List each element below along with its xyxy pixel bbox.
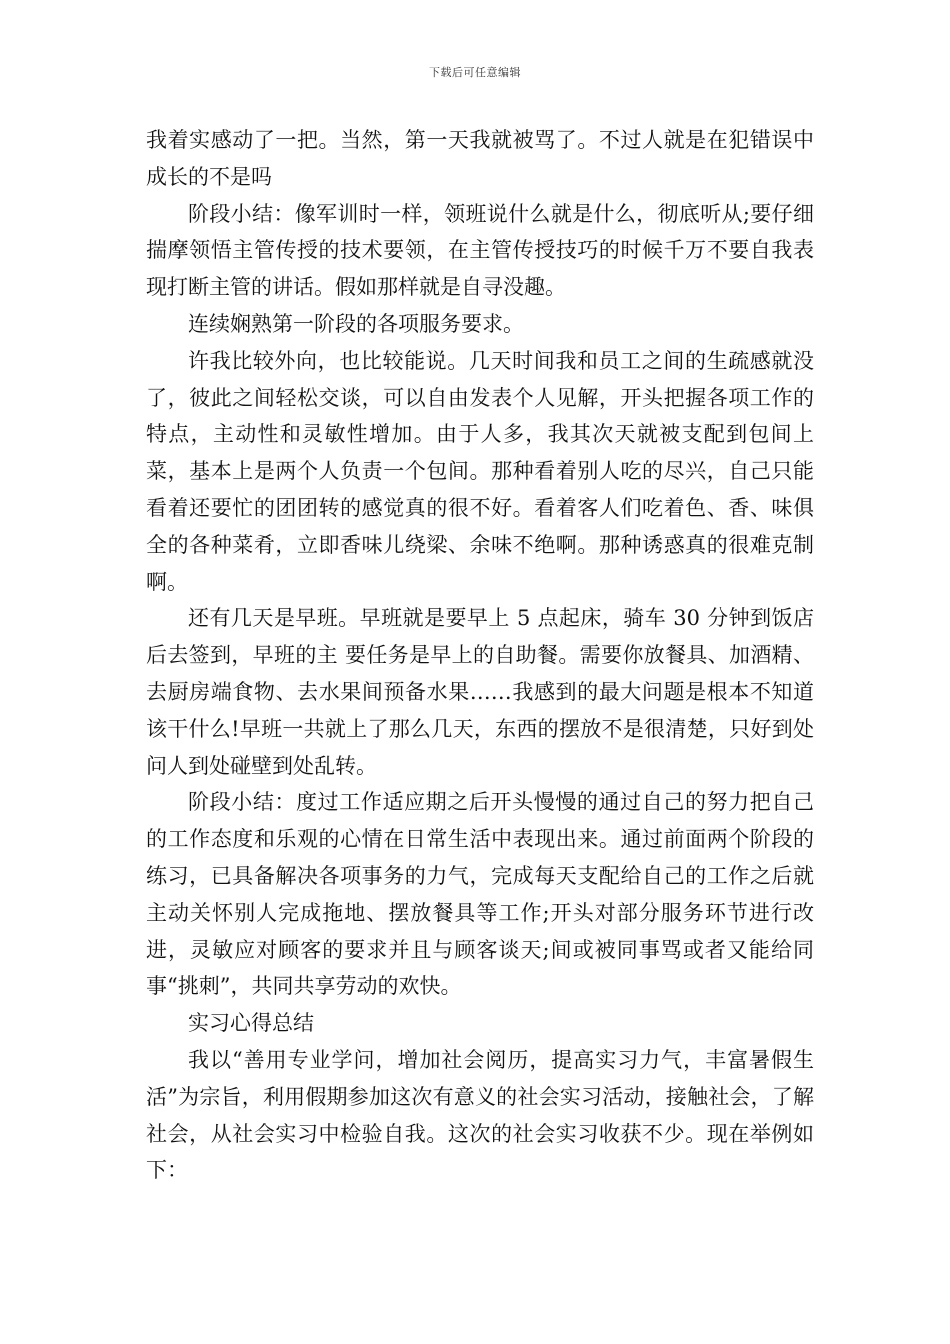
section-heading: 实习心得总结 [188,1011,314,1036]
header-note: 下载后可任意编辑 [429,66,521,79]
document-body [146,122,814,1189]
paragraph: 我着实感动了一把。当然，第一天我就被骂了。不过人就是在犯错误中成长的不是吗 [146,128,814,189]
paragraph: 还有几天是早班。早班就是要早上 5 点起床，骑车 30 分钟到饭店后去签到，早班的主 要任务是早上的自助餐。需要你放餐具、加酒精、去厨房端食物、去水果间预备水果……我感到的最大问题是根本不知道该干什么!早班一共就上了那么几天，东西的摆放不是很清楚，只好到处问人到处碰壁到处乱转。 [146,606,814,778]
paragraph: 连续娴熟第一阶段的各项服务要求。 [188,311,524,336]
paragraph: 我以“善用专业学问，增加社会阅历，提高实习力气，丰富暑假生活”为宗旨，利用假期参加这次有意义的社会实习活动，接触社会，了解社会，从社会实习中检验自我。这次的社会实习收获不少。现在举例如下： [146,1047,814,1183]
paragraph: 阶段小结：像军训时一样，领班说什么就是什么，彻底听从;要仔细揣摩领悟主管传授的技术要领，在主管传授技巧的时候千万不要自我表现打断主管的讲话。假如那样就是自寻没趣。 [146,201,814,300]
paragraph: 许我比较外向，也比较能说。几天时间我和员工之间的生疏感就没了，彼此之间轻松交谈，可以自由发表个人见解，开头把握各项工作的特点，主动性和灵敏性增加。由于人多，我其次天就被支配到包间上菜，基本上是两个人负责一个包间。那种看着别人吃的尽兴，自己只能看着还要忙的团团转的感觉真的很不好。看着客人们吃着色、香、味俱全的各种菜肴，立即香味儿绕梁、余味不绝啊。那种诱惑真的很难克制啊。 [146,348,814,594]
paragraph: 阶段小结：度过工作适应期之后开头慢慢的通过自己的努力把自己的工作态度和乐观的心情在日常生活中表现出来。通过前面两个阶段的练习，已具备解决各项事务的力气，完成每天支配给自己的工作之后就主动关怀别人完成拖地、摆放餐具等工作;开头对部分服务环节进行改进，灵敏应对顾客的要求并且与顾客谈天;间或被同事骂或者又能给同事“挑刺”，共同共享劳动的欢快。 [146,790,814,999]
